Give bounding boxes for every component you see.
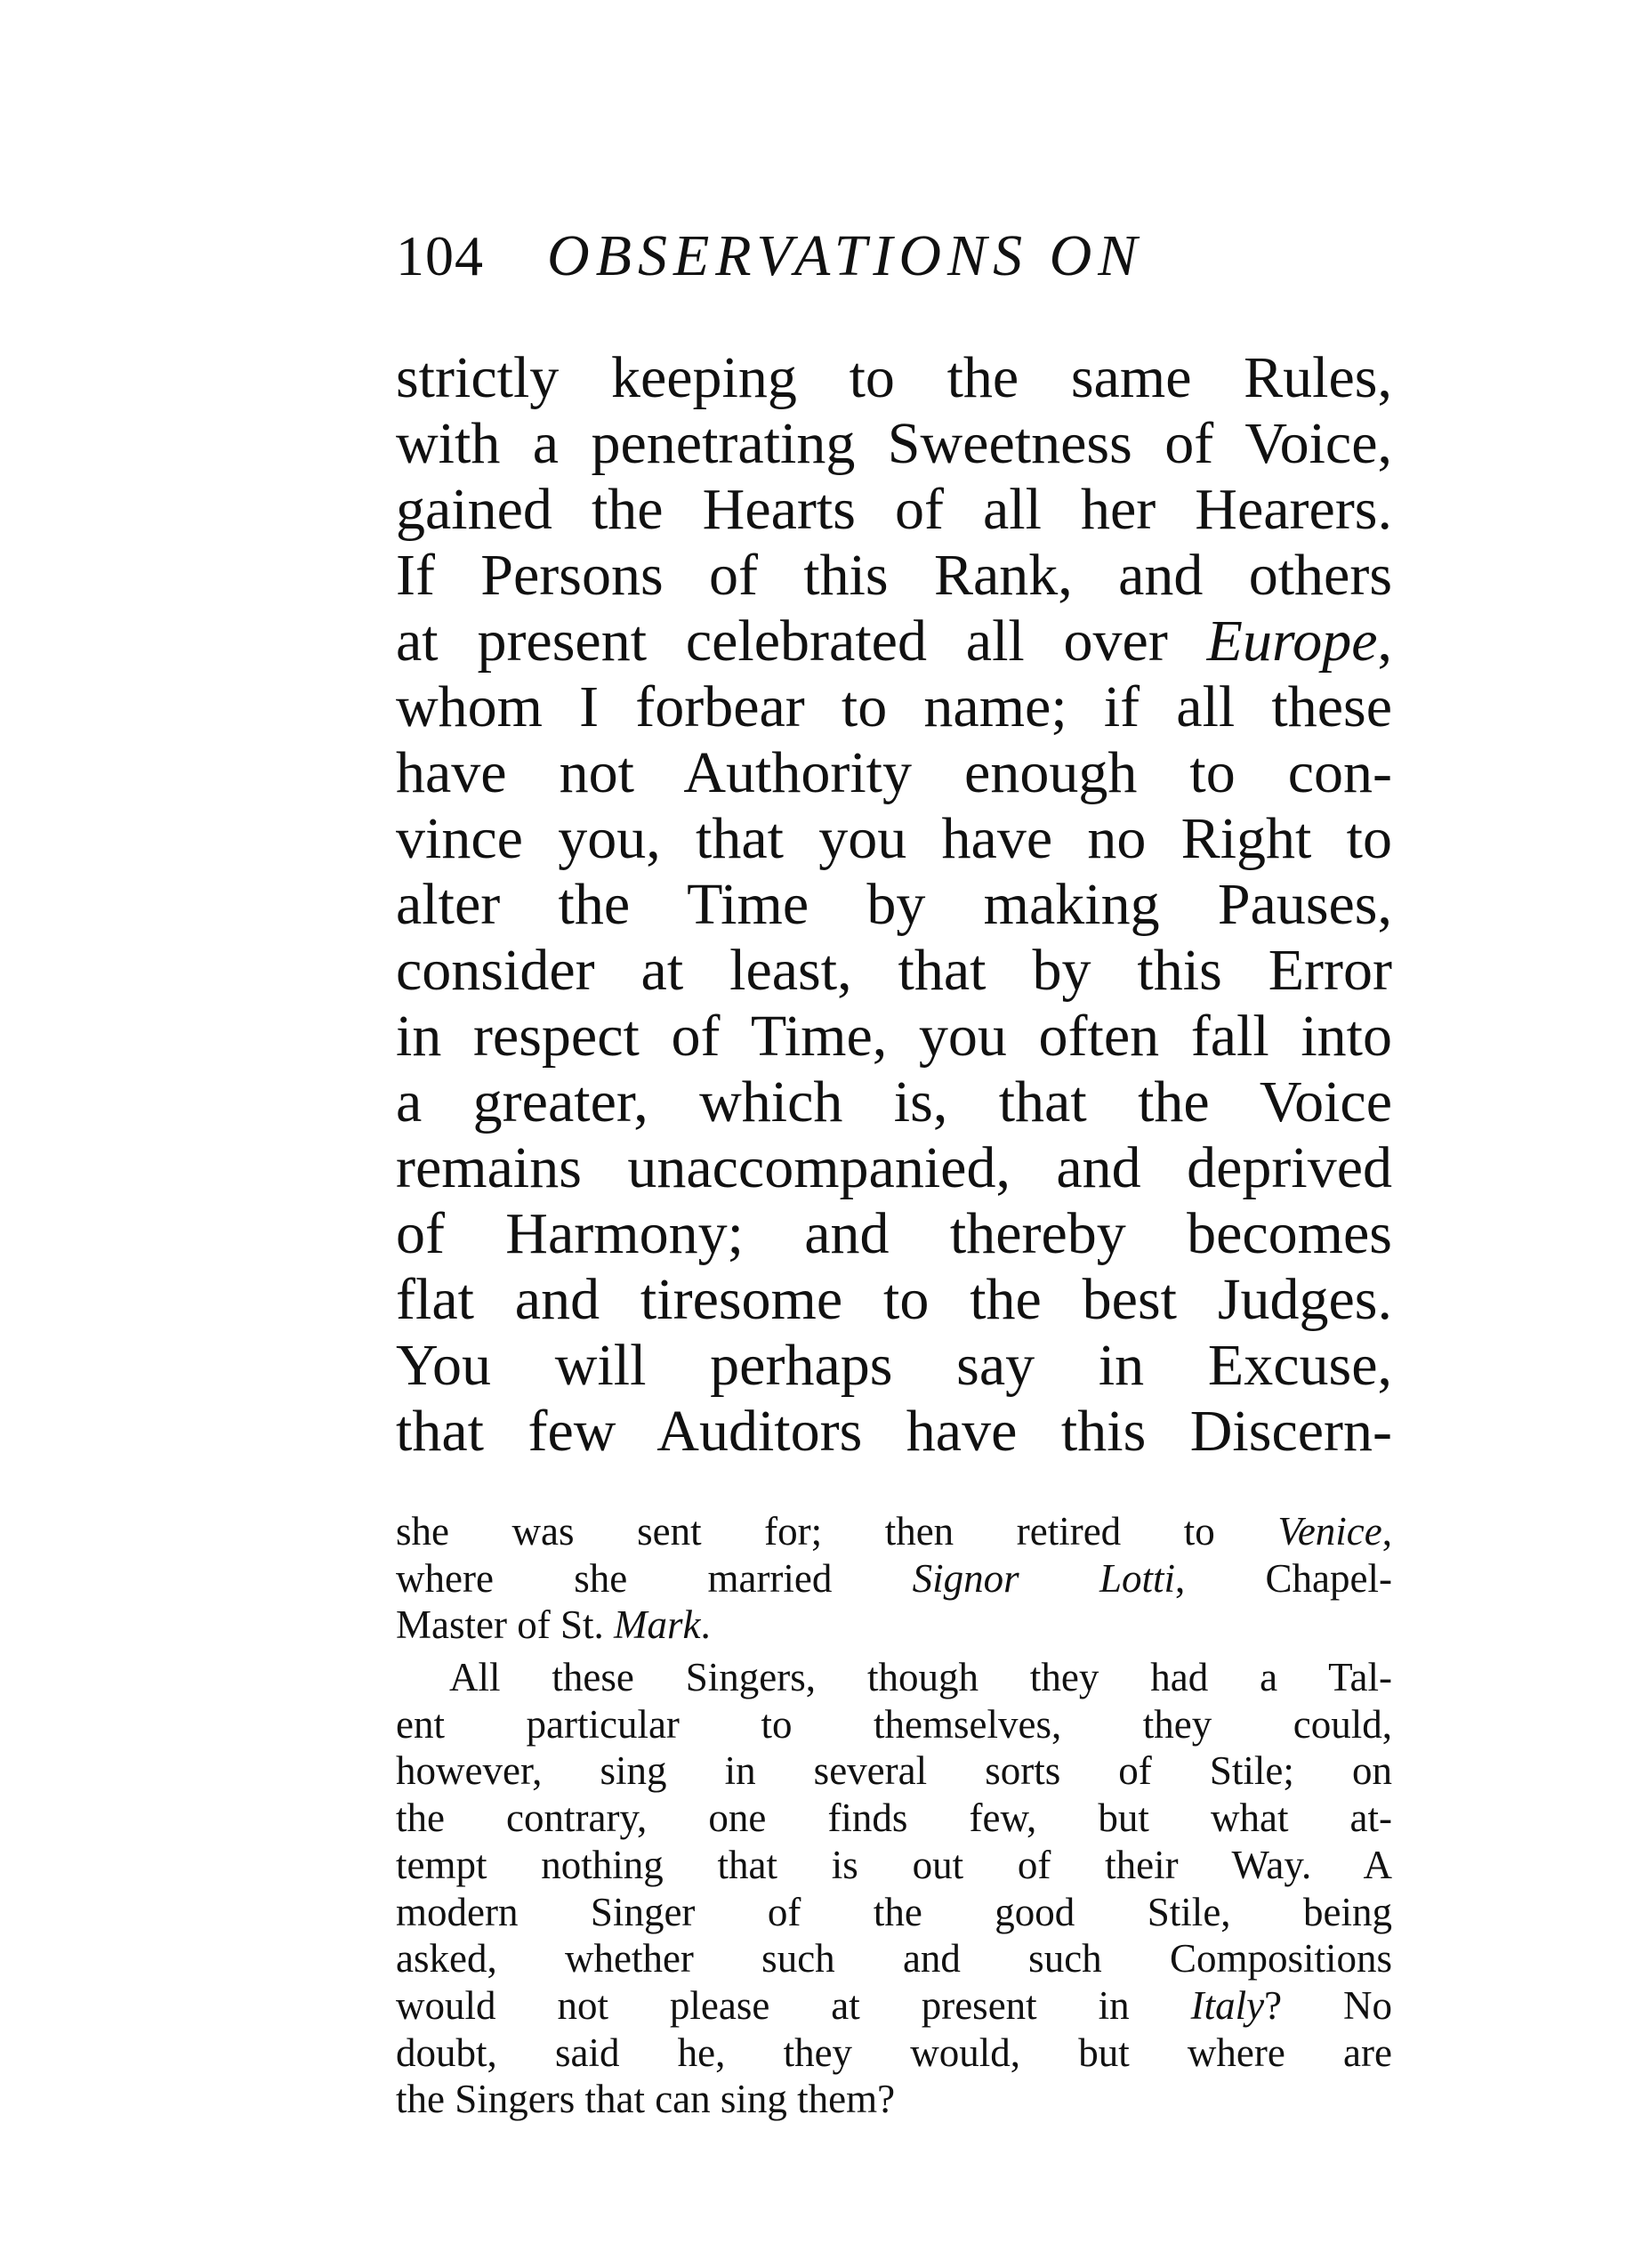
text-line: remains unaccompanied, and deprived [396, 1135, 1392, 1200]
text-line: with a penetrating Sweetness of Voice, [396, 411, 1392, 476]
footnote-line: where she married Signor Lotti, Chapel- [396, 1555, 1392, 1601]
text-line: alter the Time by making Pauses, [396, 872, 1392, 937]
text-line: that few Auditors have this Discern- [396, 1399, 1392, 1464]
text-line: gained the Hearts of all her Hearers. [396, 477, 1392, 542]
main-text [396, 345, 1392, 1465]
footnote [396, 1508, 1392, 2123]
text-line: consider at least, that by this Error [396, 938, 1392, 1003]
text-line: If Persons of this Rank, and others [396, 543, 1392, 608]
text-line: You will perhaps say in Excuse, [396, 1333, 1392, 1398]
footnote-line: doubt, said he, they would, but where are [396, 2030, 1392, 2075]
footnote-line: ent particular to themselves, they could, [396, 1701, 1392, 1747]
footnote-line: modern Singer of the good Stile, being [396, 1889, 1392, 1934]
footnote-line: the contrary, one finds few, but what at- [396, 1796, 1392, 1841]
text-line: flat and tiresome to the best Judges. [396, 1267, 1392, 1332]
text-line: of Harmony; and thereby becomes [396, 1201, 1392, 1266]
footnote-line: she was sent for; then retired to Venice, [396, 1509, 1392, 1554]
text-line: have not Authority enough to con- [396, 740, 1392, 805]
footnote-line: tempt nothing that is out of their Way. A [396, 1842, 1392, 1887]
page-number: 104 [396, 224, 484, 287]
text-line: in respect of Time, you often fall into [396, 1004, 1392, 1069]
footnote-line: however, sing in several sorts of Stile; on [396, 1748, 1392, 1794]
page-header [396, 212, 1392, 301]
footnote-line: the Singers that can sing them? [396, 2077, 896, 2122]
footnote-line: Master of St. Mark. [396, 1602, 711, 1648]
text-line: a greater, which is, that the Voice [396, 1069, 1392, 1134]
running-title: OBSERVATIONS ON [547, 223, 1144, 288]
text-line: whom I forbear to name; if all these [396, 674, 1392, 739]
footnote-line: would not please at present in Italy? No [396, 1982, 1392, 2028]
text-line: strictly keeping to the same Rules, [396, 345, 1392, 410]
text-line: at present celebrated all over Europe, [396, 609, 1392, 674]
text-line: vince you, that you have no Right to [396, 806, 1392, 871]
footnote-line: All these Singers, though they had a Tal- [449, 1655, 1392, 1700]
footnote-line: asked, whether such and such Compositions [396, 1936, 1392, 1981]
